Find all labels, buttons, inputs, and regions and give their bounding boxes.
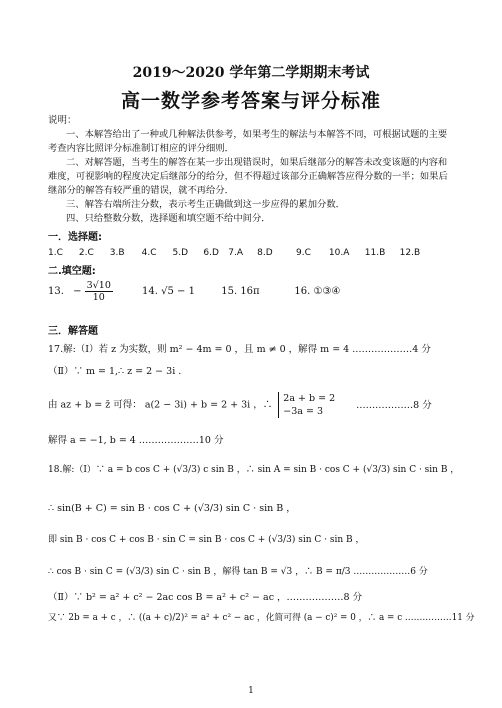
intro-paragraph-3: 三、解答右端所注分数，表示考生正确做到这一步应得的累加分数．	[66, 199, 345, 210]
q13-denominator: 10	[92, 292, 105, 303]
q17-line-1: 17.解:（Ⅰ）若 z 为实数，则 m² − 4m = 0 ，且 m ≠ 0 ，解得 m = 4 .………………4 分	[48, 344, 431, 355]
q17-system-eq-2: −3a = 3	[283, 406, 323, 417]
intro-paragraph-1: 一、本解答给出了一种或几种解法供参考，如果考生的解法与本解答不同，可根据试题的主要考查内容比照评分标准制订相应的评分细则．	[48, 129, 448, 154]
exam-title: 2019～2020 学年第二学期期末考试	[132, 65, 370, 81]
q16-answer: 16. ①③④	[294, 286, 341, 297]
choice-answer: 6.D	[203, 248, 219, 258]
choice-answer: 1.C	[48, 248, 63, 258]
q17-system-eq-1: 2a + b = 2	[283, 393, 336, 404]
intro-label: 说明：	[48, 115, 77, 126]
q13-numerator: 3√10	[86, 280, 111, 291]
q17-line-4: 解得 a = −1, b = 4 .………………10 分	[48, 435, 224, 446]
fill-answers	[48, 280, 340, 303]
page-number: 1	[248, 686, 254, 696]
choice-answer: 12.B	[399, 248, 421, 258]
intro-paragraph-4: 四、只给整数分数，选择题和填空题不给中间分．	[66, 213, 271, 224]
choice-answer: 11.B	[364, 248, 386, 258]
q18-line-2: ∴ sin(B + C) = sin B · cos C + (√3/3) sin C · sin B ，	[48, 503, 296, 514]
q17-line-3	[48, 392, 432, 418]
intro-paragraph-2: 二、对解答题，当考生的解答在某一步出现错误时，如果后继部分的解答未改变该题的内容和难度，可视影响的程度决定后继部分的给分，但不得超过该部分正确解答应得分数的一半；如果后继部分的解答有较严重的错误，就不再给分．	[48, 157, 448, 196]
q17-condition-text: 由 az + b = z̄ 可得： a(2 − 3i) + b = 2 + 3i ，∴	[48, 399, 273, 411]
choice-answer: 7.A	[228, 248, 243, 258]
q17-line-2: （Ⅱ）∵ m = 1,∴ z = 2 − 3i .	[48, 366, 182, 377]
q18-line-1: 18.解:（Ⅰ）∵ a = b cos C + (√3/3) c sin B ，∴ sin A = sin B · cos C + (√3/3) sin C · sin B ，	[48, 465, 460, 475]
q18-line-6: 又∵ 2b = a + c ，∴ ((a + c)/2)² = a² + c² − ac ，化简可得 (a − c)² = 0 ，∴ a = c .……………11 分	[48, 613, 475, 623]
q18-line-3: 即 sin B · cos C + cos B · sin C = sin B · cos C + (√3/3) sin C · sin B ，	[48, 535, 365, 545]
choice-answer: 3.B	[109, 248, 125, 258]
choice-answer: 5.D	[172, 248, 189, 258]
choice-answer: 2.C	[78, 248, 94, 258]
section-fill-heading: 二.填空题:	[48, 266, 96, 277]
answer-key-title: 高一数学参考答案与评分标准	[120, 90, 381, 112]
q17-score: ………………8 分	[356, 399, 432, 411]
q14-answer: 14. √5 − 1	[142, 286, 195, 297]
section-solution-heading: 三．解答题	[48, 326, 98, 337]
q13-sign: −	[73, 286, 82, 297]
q18-line-4: ∴ cos B · sin C = (√3/3) sin C · sin B ，解得 tan B = √3 ，∴ B = π/3 .………………6 分	[48, 567, 428, 577]
choice-answers	[48, 248, 420, 258]
choice-answer: 10.A	[328, 248, 350, 258]
choice-answer: 4.C	[141, 248, 157, 258]
choice-answer: 9.C	[296, 248, 311, 258]
section-choice-heading: 一．选择题:	[48, 232, 102, 243]
q13-label: 13.	[48, 286, 64, 297]
q18-line-5: （Ⅱ）∵ b² = a² + c² − 2ac cos B = a² + c² − ac ，………………8 分	[48, 592, 363, 603]
q17-equation-system	[278, 392, 335, 418]
q13-fraction	[85, 280, 113, 303]
q15-answer: 15. 16π	[221, 286, 260, 297]
choice-answer: 8.D	[257, 248, 273, 258]
